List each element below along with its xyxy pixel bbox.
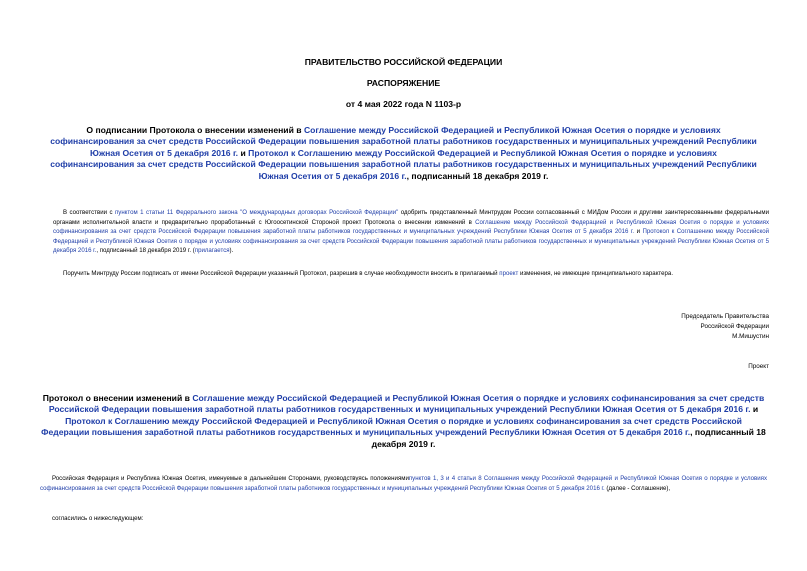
agreement-link[interactable]: Соглашение между Российской Федерацией и Республикой Южная Осетия о порядке и условиях софинансирования за счет средств Российской Федерации повышения заработной платы работников государственных и муниципальных учреждений Республики Южная Осетия от 5 декабря 2016 г. [53,218,769,236]
paragraph-text: В соответствии с [63,209,115,216]
order-title-suffix: , подписанный 18 декабря 2019 г. [406,170,549,181]
protocol-link[interactable]: Протокол к Соглашению между Российской Федерацией и Республикой Южная Осетия о порядке и условиях софинансирования за счет средств Российской Федерации повышения заработной платы работников государственных и муниципальных учреждений Республики Южная Осетия от 5 декабря 2016 г. [41,415,742,438]
agreement-link[interactable]: Соглашение между Российской Федерацией и Республикой Южная Осетия о порядке и условиях софинансирования за счет средств Российской Федерации повышения заработной платы работников государственных и муниципальных учреждений Республики Южная Осетия от 5 декабря 2016 г. [50,125,757,158]
protocol-link[interactable]: Протокол к Соглашению между Российской Федерацией и Республикой Южная Осетия о порядке и условиях софинансирования за счет средств Российской Федерации повышения заработной платы работников государственных и муниципальных учреждений Республики Южная Осетия от 5 декабря 2016 г. [50,147,757,181]
protocol-title-suffix: , подписанный 18 декабря 2019 г. [371,427,766,449]
paragraph-text: ). [229,247,234,255]
agreement-link[interactable]: Соглашение между Российской Федерацией и Республикой Южная Осетия о порядке и условиях софинансирования за счет средств Российской Федерации повышения заработной платы работников государственных и муниципальных учреждений Республики Южная Осетия от 5 декабря 2016 г. [48,393,765,415]
project-label: Проект [748,363,769,370]
paragraph-approval [53,208,769,256]
paragraph-text: Российская Федерация и Республика Южная Осетия, именуемые в дальнейшем Сторонами, руководствуясь положениями [52,475,409,482]
paragraph-text: (далее - Соглашение), [604,484,671,492]
document-type-heading: РАСПОРЯЖЕНИЕ [366,78,441,88]
paragraph-instruction [53,269,769,279]
paragraph-text: согласились о нижеследующем: [52,515,144,522]
protocol-title [40,393,767,450]
signature-position: Председатель Правительства [681,313,769,320]
order-title [50,125,757,182]
paragraph-text: Поручить Минтруду России подписать от имени Российской Федерации указанный Протокол, разрешив в случае необходимости вносить в прилагаемый [63,270,500,277]
paragraph-text: изменения, не имеющие принципиального характера. [518,270,674,277]
agreement-articles-link[interactable]: пунктов 1, 3 и 4 статьи 8 Соглашения между Российской Федерацией и Республикой Южная Осетия о порядке и условиях софинансирования за счет средств Российской Федерации повышения заработной платы работников государственных и муниципальных учреждений Республики Южная Осетия от 5 декабря 2016 г. [40,475,767,492]
project-link[interactable]: проект [499,270,519,277]
order-title-prefix: О подписании Протокола о внесении изменений в [86,125,304,135]
protocol-link[interactable]: Протокол к Соглашению между Российской Федерацией и Республикой Южная Осетия о порядке и условиях софинансирования за счет средств Российской Федерации повышения заработной платы работников государственных и муниципальных учреждений Республики Южная Осетия от 5 декабря 2016 г. [53,228,769,255]
signature-name: М.Мишустин [732,333,769,340]
paragraph-agreed [40,514,767,524]
paragraph-text: , подписанный 18 декабря 2019 г. ( [96,247,195,255]
signature-organization: Российской Федерации [700,323,769,330]
order-title-middle: и [238,147,249,158]
attached-link[interactable]: прилагается [194,247,230,255]
federal-law-link[interactable]: пунктом 1 статьи 11 Федерального закона "О международных договорах Российской Федерации" [114,209,399,216]
paragraph-text: и [634,228,643,236]
protocol-title-middle: и [750,404,759,415]
date-number-heading: от 4 мая 2022 года N 1103-р [345,99,462,109]
signature-block [681,312,769,342]
protocol-title-prefix: Протокол о внесении изменений в [42,393,193,403]
paragraph-parties [40,474,767,493]
government-heading: ПРАВИТЕЛЬСТВО РОССИЙСКОЙ ФЕДЕРАЦИИ [304,57,503,67]
paragraph-text: одобрить представленный Минтрудом России согласованный с МИДом России и другими заинтересованными федеральными органами исполнительной власти и предварительно проработанный с Югоосетинской Стороной проект Протокола о внесении изменений в [53,209,769,226]
